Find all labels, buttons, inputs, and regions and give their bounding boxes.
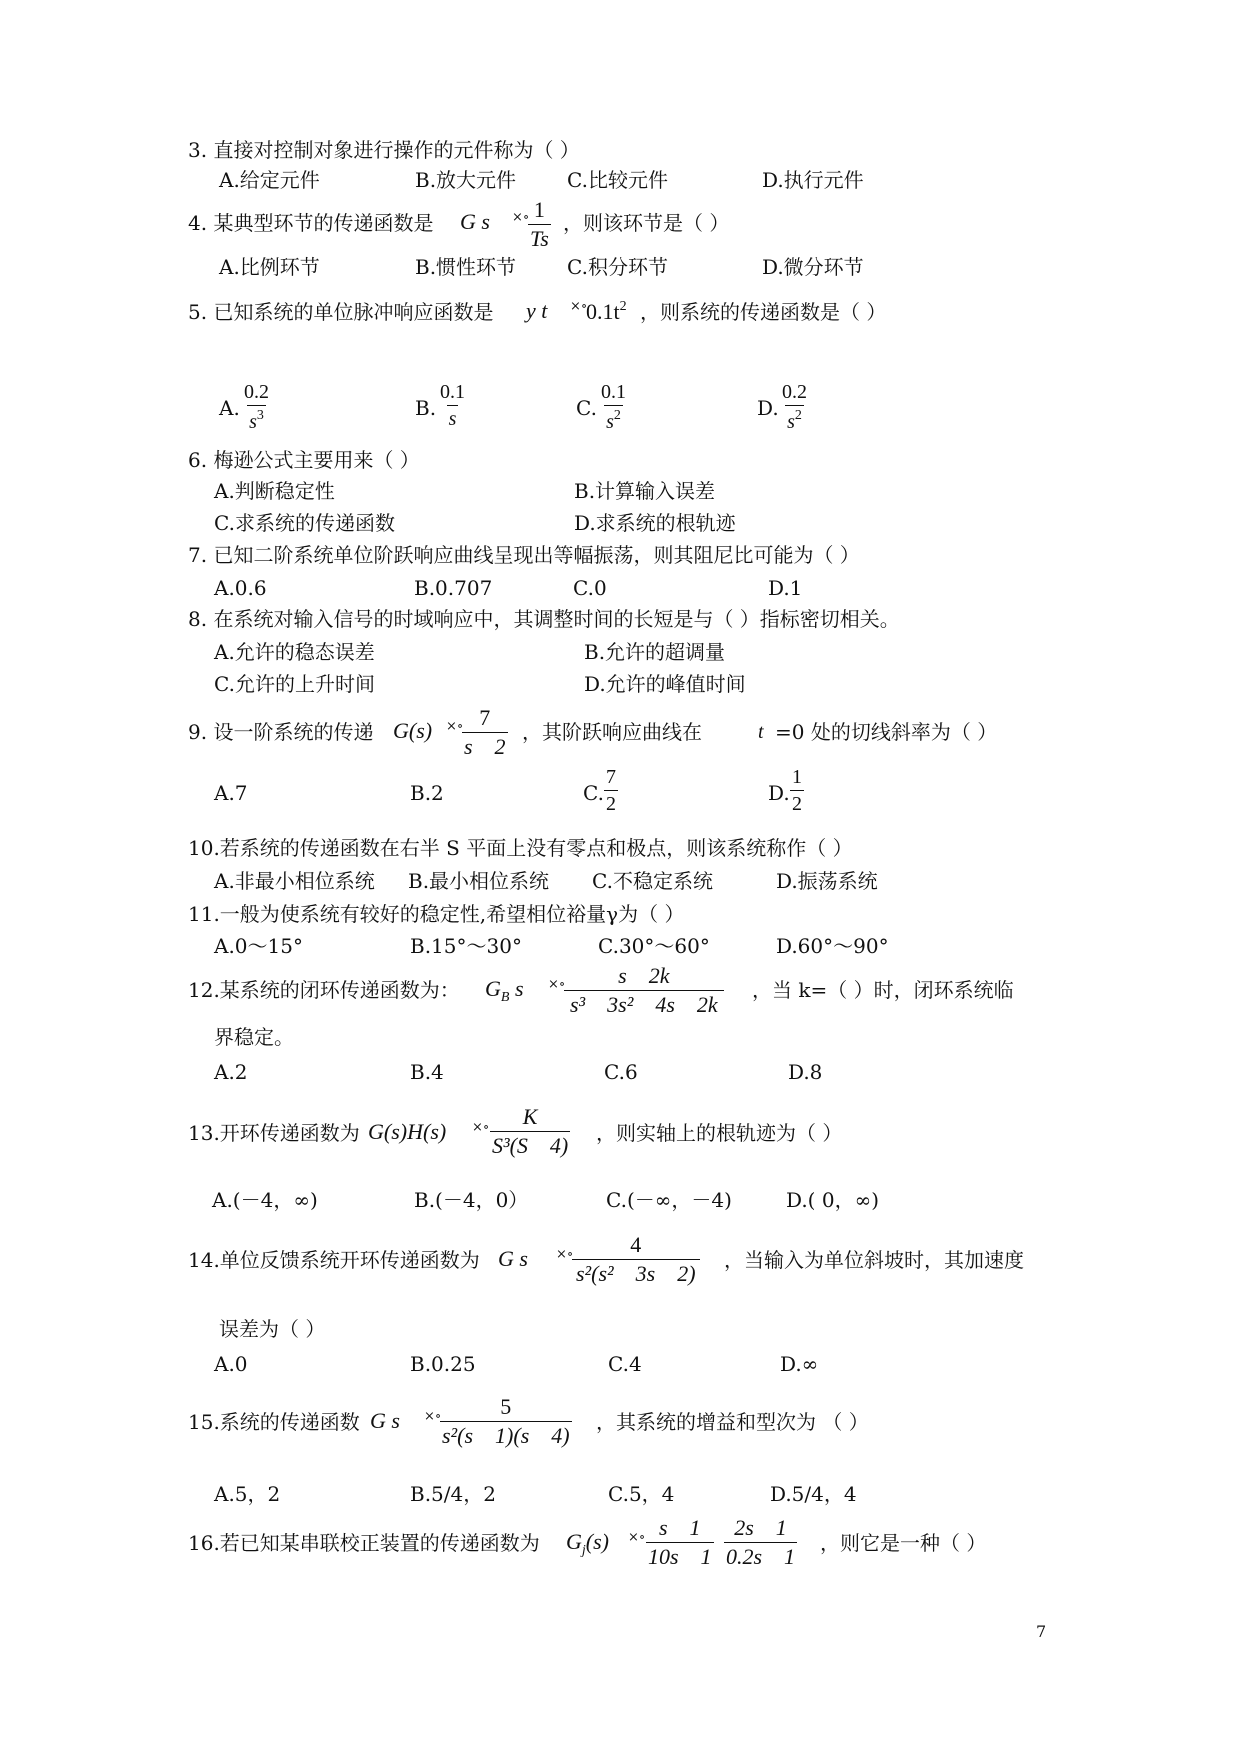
q16-fraction-1-den: 10s 1: [648, 1544, 712, 1569]
q5-stem-tail: ，则系统的传递函数是（ ）: [640, 300, 887, 324]
q9-option-c-label: C.: [583, 781, 604, 805]
q5-option-a-label: A.: [219, 396, 240, 420]
q4-option-d: D.微分环节: [762, 255, 864, 279]
q5-option-b-num: 0.1: [440, 381, 465, 403]
q6-option-d: D.求系统的根轨迹: [574, 511, 736, 535]
q15-option-b: B.5/4，2: [410, 1482, 496, 1506]
q12-eq-glyph: ×∘: [548, 977, 566, 992]
q15-option-a: A.5，2: [214, 1482, 281, 1506]
q5-option-a-fraction: [242, 382, 271, 432]
q5-option-b-den: s: [447, 405, 459, 429]
q9-stem-mid: ，其阶跃响应曲线在: [522, 720, 702, 744]
q12-option-c: C.6: [604, 1060, 638, 1084]
q9-option-a: A.7: [214, 781, 248, 805]
q13-stem-tail: ，则实轴上的根轨迹为（ ）: [596, 1121, 843, 1145]
q5-option-c-label: C.: [576, 396, 597, 420]
q12-numerator: s 2k: [618, 963, 670, 988]
q16-fraction-1: [646, 1517, 714, 1568]
q16-lhs: [566, 1531, 609, 1558]
q5-rhs-base: 0.1t: [586, 299, 620, 324]
q13-eq-glyph: ×∘: [472, 1120, 490, 1135]
q12-lhs-s: s: [514, 976, 524, 1001]
q11-option-b: B.15°～30°: [410, 934, 522, 958]
q7-option-d: D.1: [768, 576, 803, 600]
q12-lhs-g: G: [485, 976, 501, 1001]
q16-eq-glyph: ×∘: [628, 1530, 646, 1545]
q4-stem: 4. 某典型环节的传递函数是: [188, 211, 434, 235]
q9-eq-glyph: ×∘: [446, 719, 464, 734]
q9-t-variable: t: [758, 721, 764, 743]
q15-stem: 15.系统的传递函数: [188, 1410, 360, 1434]
q9-fraction: [462, 707, 508, 758]
q5-option-c-fraction: [599, 382, 628, 432]
q8-option-b: B.允许的超调量: [584, 640, 726, 664]
q14-option-a: A.0: [214, 1352, 248, 1376]
q6-option-a: A.判断稳定性: [214, 479, 335, 503]
q4-lhs: G s: [460, 209, 490, 234]
q4-option-c: C.积分环节: [567, 255, 668, 279]
q3-option-b: B.放大元件: [415, 168, 517, 192]
q9-option-c-fraction: [604, 767, 618, 814]
q5-option-c-den-base: s: [606, 411, 614, 433]
q16-fraction-2-den: 0.2s 1: [726, 1544, 796, 1569]
q14-stem-tail: ，当输入为单位斜坡时，其加速度: [724, 1248, 1024, 1272]
q9-option-d-label: D.: [768, 781, 790, 805]
q3-option-c: C.比较元件: [567, 168, 668, 192]
q5-option-a-den-base: s: [249, 411, 257, 433]
q16-lhs-s: (s): [585, 1529, 609, 1554]
q5-rhs-exp: 2: [619, 299, 627, 314]
q16-fraction-2: [724, 1517, 797, 1568]
q9-option-b: B.2: [410, 781, 444, 805]
q6-option-b: B.计算输入误差: [574, 479, 716, 503]
q8-option-c: C.允许的上升时间: [214, 672, 375, 696]
q5-option-a-den-exp: 3: [256, 408, 264, 423]
q14-option-d: D.∞: [780, 1352, 819, 1376]
q5-rhs: [586, 300, 627, 323]
q14-denominator: s²(s² 3s 2): [572, 1259, 700, 1285]
q13-option-a: A.(－4，∞): [212, 1188, 318, 1212]
q6-stem: 6. 梅逊公式主要用来（ ）: [188, 448, 420, 472]
q14-stem-continued: 误差为（ ）: [219, 1317, 326, 1341]
q16-stem: 16.若已知某串联校正装置的传递函数为: [188, 1531, 540, 1555]
q9-option-d-fraction: [790, 767, 804, 814]
q5-stem: 5. 已知系统的单位脉冲响应函数是: [188, 300, 494, 324]
q7-stem: 7. 已知二阶系统单位阶跃响应曲线呈现出等幅振荡，则其阻尼比可能为（ ）: [188, 543, 860, 567]
q5-option-c-den: [604, 405, 623, 432]
q5-option-a-den: [247, 405, 266, 432]
q11-option-d: D.60°～90°: [776, 934, 889, 958]
q14-lhs: G s: [498, 1246, 528, 1271]
q4-option-b: B.惯性环节: [415, 255, 517, 279]
q5-option-b-label: B.: [415, 396, 437, 420]
q10-option-a: A.非最小相位系统: [214, 869, 375, 893]
q10-option-b: B.最小相位系统: [408, 869, 550, 893]
q12-option-b: B.4: [410, 1060, 444, 1084]
q16-lhs-sub: j: [581, 1543, 586, 1558]
q3-option-d: D.执行元件: [762, 168, 864, 192]
q13-lhs: G(s)H(s): [368, 1119, 447, 1144]
q5-option-d-den: [785, 405, 804, 432]
q12-denominator: s³ 3s² 4s 2k: [564, 990, 724, 1016]
q9-option-d-den: 2: [790, 790, 804, 814]
q11-option-c: C.30°～60°: [598, 934, 710, 958]
q12-lhs: [485, 978, 524, 1005]
q9-stem-tail: =0 处的切线斜率为（ ）: [775, 720, 998, 744]
q6-option-c: C.求系统的传递函数: [214, 511, 395, 535]
q13-numerator: K: [522, 1104, 538, 1129]
q13-stem: 13.开环传递函数为: [188, 1121, 360, 1145]
q14-fraction: [572, 1234, 700, 1285]
q9-option-c-den: 2: [604, 790, 618, 814]
q10-option-c: C.不稳定系统: [592, 869, 713, 893]
q5-option-a-num: 0.2: [244, 381, 269, 403]
q4-numerator: 1: [533, 197, 545, 222]
q12-option-a: A.2: [214, 1060, 248, 1084]
q13-option-d: D.( 0，∞): [786, 1188, 880, 1212]
q3-option-a: A.给定元件: [219, 168, 320, 192]
q7-option-b: B.0.707: [414, 576, 493, 600]
q13-denominator: S³(S 4): [492, 1133, 569, 1158]
q5-option-b-fraction: [438, 382, 467, 429]
page-number: 7: [1036, 1622, 1047, 1641]
q9-denominator: s 2: [464, 734, 506, 759]
q4-option-a: A.比例环节: [219, 255, 320, 279]
q16-fraction-1-num: s 1: [659, 1515, 701, 1540]
q15-stem-tail: ，其系统的增益和型次为 （ ）: [596, 1410, 869, 1434]
q12-lhs-sub: B: [500, 990, 510, 1005]
q13-option-b: B.(－4，0）: [414, 1188, 529, 1212]
q12-stem-tail: ，当 k=（ ）时，闭环系统临: [752, 978, 1014, 1002]
q13-fraction: [490, 1106, 570, 1157]
q15-lhs: G s: [370, 1408, 400, 1433]
q7-option-a: A.0.6: [214, 576, 267, 600]
q9-stem: 9. 设一阶系统的传递: [188, 720, 374, 744]
q14-numerator: 4: [630, 1232, 642, 1257]
q4-fraction: [528, 199, 551, 250]
q4-denominator: Ts: [530, 226, 549, 251]
q16-stem-tail: ，则它是一种（ ）: [820, 1531, 987, 1555]
q15-numerator: 5: [500, 1394, 512, 1419]
q5-option-d-fraction: [780, 382, 809, 432]
q16-fraction-2-num: 2s 1: [734, 1515, 787, 1540]
q5-option-d-den-exp: 2: [794, 408, 802, 423]
q12-stem-continued: 界稳定。: [214, 1025, 294, 1049]
q8-stem: 8. 在系统对输入信号的时域响应中，其调整时间的长短是与（ ）指标密切相关。: [188, 607, 900, 631]
q4-eq-glyph: ×∘: [512, 210, 530, 225]
q9-option-c-num: 7: [606, 766, 616, 788]
q5-option-c-den-exp: 2: [613, 408, 621, 423]
q5-eq-glyph: ×∘: [570, 299, 588, 314]
q10-option-d: D.振荡系统: [776, 869, 878, 893]
q15-option-d: D.5/4，4: [770, 1482, 857, 1506]
q8-option-a: A.允许的稳态误差: [214, 640, 375, 664]
q15-fraction: [440, 1396, 572, 1447]
q9-numerator: 7: [479, 705, 491, 730]
q5-option-d-den-base: s: [787, 411, 795, 433]
q5-lhs: y t: [526, 298, 548, 323]
q13-option-c: C.(－∞，－4): [606, 1188, 732, 1212]
q7-option-c: C.0: [573, 576, 607, 600]
q10-stem: 10.若系统的传递函数在右半 S 平面上没有零点和极点，则该系统称作（ ）: [188, 836, 853, 860]
q16-lhs-g: G: [566, 1529, 582, 1554]
q11-option-a: A.0～15°: [214, 934, 303, 958]
q5-option-c-num: 0.1: [601, 381, 626, 403]
q9-lhs: G(s): [393, 718, 433, 743]
q14-eq-glyph: ×∘: [556, 1247, 574, 1262]
q5-option-d-num: 0.2: [782, 381, 807, 403]
q12-fraction: [564, 965, 724, 1016]
q15-option-c: C.5，4: [608, 1482, 675, 1506]
q14-stem: 14.单位反馈系统开环传递函数为: [188, 1248, 480, 1272]
q14-option-c: C.4: [608, 1352, 642, 1376]
q9-option-d-num: 1: [792, 766, 802, 788]
q12-option-d: D.8: [788, 1060, 823, 1084]
q12-stem: 12.某系统的闭环传递函数为：: [188, 978, 460, 1002]
q15-denominator: s²(s 1)(s 4): [442, 1423, 570, 1448]
q15-eq-glyph: ×∘: [424, 1409, 442, 1424]
q14-option-b: B.0.25: [410, 1352, 476, 1376]
q11-stem: 11.一般为使系统有较好的稳定性,希望相位裕量γ为（ ）: [188, 902, 685, 926]
q3-stem: 3. 直接对控制对象进行操作的元件称为（ ）: [188, 138, 580, 162]
q5-option-d-label: D.: [757, 396, 779, 420]
q8-option-d: D.允许的峰值时间: [584, 672, 746, 696]
q4-stem-tail: ，则该环节是（ ）: [563, 211, 730, 235]
